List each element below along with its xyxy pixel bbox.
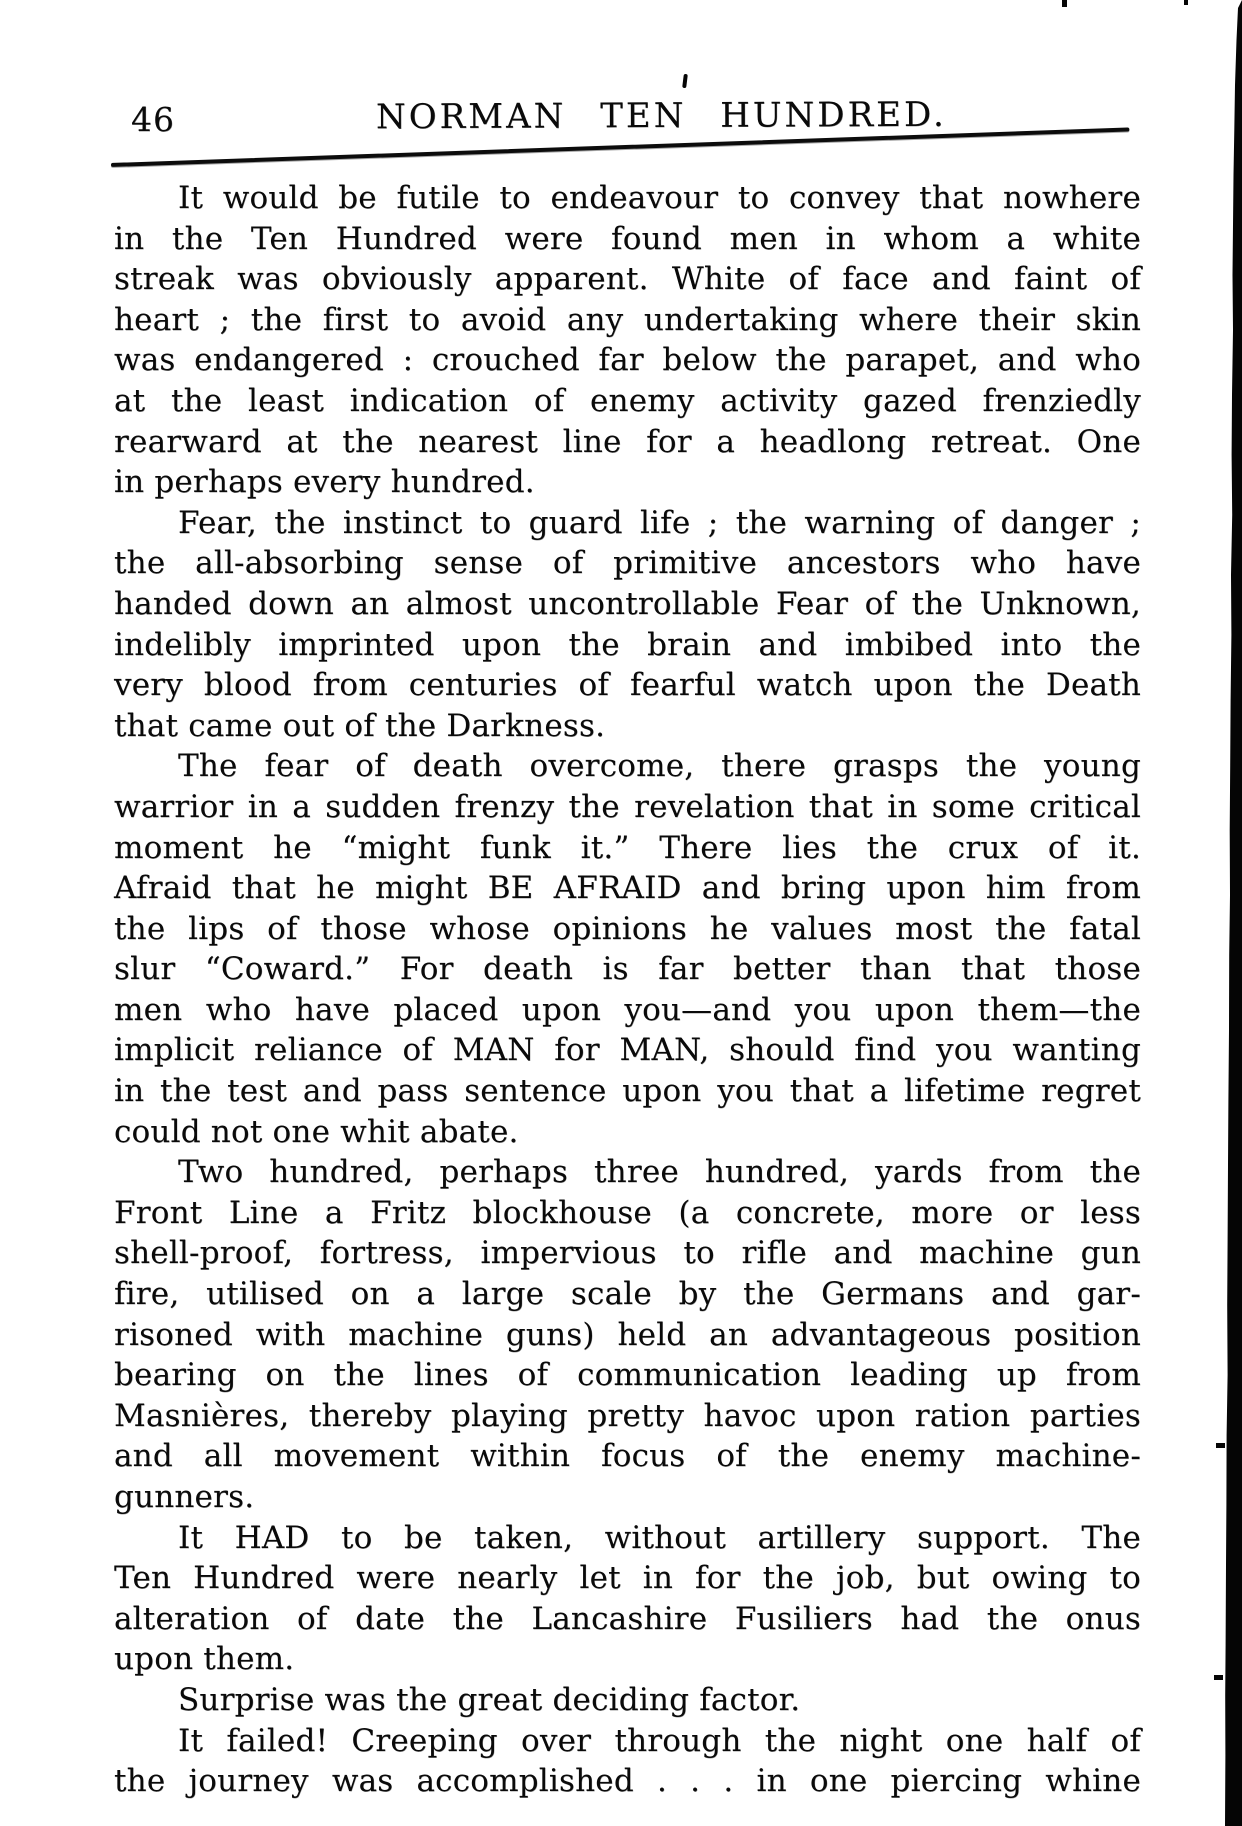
body-text [114,178,1141,1802]
text-line: alteration of date the Lancashire Fusiliers had the onus [114,1600,1141,1637]
scan-mark-above-header [682,74,688,88]
text-line: implicit reliance of MAN for MAN, should find you wanting [114,1032,1141,1069]
paragraph [114,746,1141,1152]
text-line: fire, utilised on a large scale by the Germans and gar- [114,1276,1141,1313]
text-line: Fear, the instinct to guard life ; the warning of danger ; [178,504,1141,541]
text-line: moment he “might funk it.” There lies the crux of it. [114,829,1141,866]
text-line: in perhaps every hundred. [114,464,535,501]
text-line: that came out of the Darkness. [114,707,606,744]
text-line: The fear of death overcome, there grasps the young [178,748,1141,785]
scan-speck-top-1 [1062,0,1067,7]
text-line: It HAD to be taken, without artillery support. The [178,1519,1141,1556]
text-line: could not one whit abate. [114,1113,519,1150]
text-line: at the least indication of enemy activity gazed frenziedly [114,382,1141,419]
text-line: upon them. [114,1641,295,1678]
text-line: It failed! Creeping over through the night one half of [178,1722,1141,1759]
text-line: in the test and pass sentence upon you that a lifetime regret [114,1073,1141,1110]
paragraph [114,1518,1141,1680]
text-line: heart ; the first to avoid any undertaking where their skin [114,301,1141,338]
text-line: very blood from centuries of fearful watch upon the Death [114,667,1141,704]
text-line: indelibly imprinted upon the brain and imbibed into the [114,626,1141,663]
text-line: slur “Coward.” For death is far better than that those [114,951,1141,988]
text-line: Afraid that he might BE AFRAID and bring upon him from [114,870,1141,907]
text-line: Ten Hundred were nearly let in for the job, but owing to [114,1560,1141,1597]
text-line: warrior in a sudden frenzy the revelation that in some critical [114,788,1141,825]
text-line: streak was obviously apparent. White of face and faint of [114,261,1141,298]
paragraph [114,178,1141,503]
text-line: bearing on the lines of communication leading up from [114,1357,1141,1394]
text-line: Front Line a Fritz blockhouse (a concrete, more or less [114,1194,1141,1231]
text-line: gunners. [114,1479,255,1515]
scan-gutter-shadow [1222,0,1242,1826]
text-line: risoned with machine guns) held an advantageous position [114,1316,1141,1353]
paragraph [114,503,1141,747]
text-line: men who have placed upon you—and you upon them—the [114,991,1141,1028]
paragraph [114,1152,1141,1517]
text-line: and all movement within focus of the enemy machine- [114,1438,1141,1475]
page-header-title: NORMAN TEN HUNDRED. [375,94,947,138]
text-line: the lips of those whose opinions he values most the fatal [114,910,1141,947]
text-line: shell-proof, fortress, impervious to rifle and machine gun [114,1235,1141,1272]
paragraph [114,1721,1141,1802]
text-line: handed down an almost uncontrollable Fear of the Unknown, [114,585,1141,622]
text-line: Masnières, thereby playing pretty havoc upon ration parties [114,1397,1141,1434]
text-line: rearward at the nearest line for a headlong retreat. One [114,423,1141,460]
paragraph [114,1680,1141,1721]
text-line: in the Ten Hundred were found men in whom a white [114,220,1141,257]
page-number: 46 [131,100,175,139]
text-line: Two hundred, perhaps three hundred, yards from the [178,1154,1141,1191]
text-line: the journey was accomplished . . . in one piercing whine [114,1763,1141,1800]
text-line: the all-absorbing sense of primitive ancestors who have [114,545,1141,582]
text-line: Surprise was the great deciding factor. [178,1681,801,1718]
text-line: was endangered : crouched far below the parapet, and who [114,342,1141,379]
scan-speck-top-2 [1184,0,1188,5]
text-line: It would be futile to endeavour to convey that nowhere [178,180,1141,216]
